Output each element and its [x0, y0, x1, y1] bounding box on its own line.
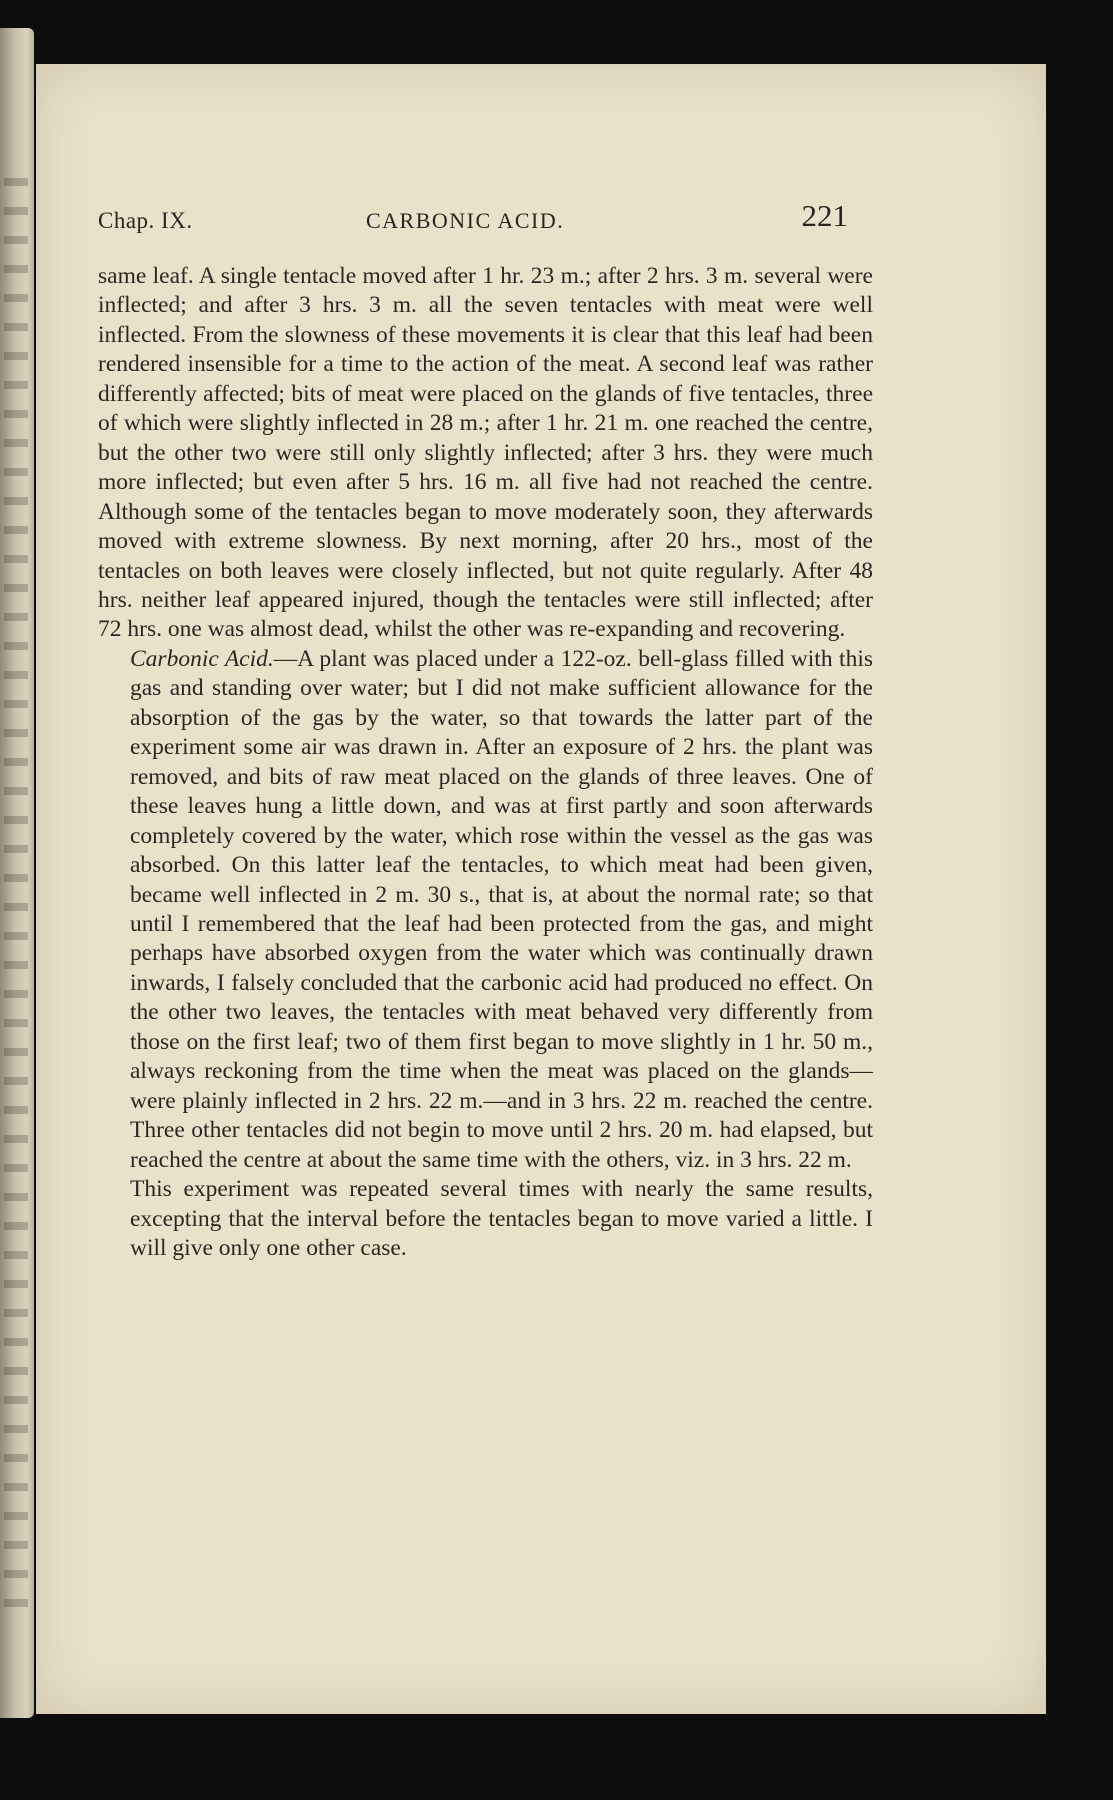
page-header: [98, 198, 848, 238]
running-title: CARBONIC ACID.: [366, 208, 565, 233]
paragraph-text: —A plant was placed under a 122-oz. bell-glass filled with this gas and standing over water; but I did not make sufficient allowance for the absorption of the gas by the water, so that towards the latter part of the experiment some air was drawn in. After an exposure of 2 hrs. the plant was removed, and bits of raw meat placed on the glands of three leaves. One of these leaves hung a little down, and was at first partly and soon afterwards completely covered by the water, which rose within the vessel as the gas was absorbed. On this latter leaf the tentacles, to which meat had been given, became well inflected in 2 m. 30 s., that is, at about the normal rate; so that until I remembered that the leaf had been protected from the gas, and might perhaps have absorbed oxygen from the water which was continually drawn inwards, I falsely concluded that the carbonic acid had produced no effect. On the other two leaves, the tentacles with meat behaved very differently from those on the first leaf; two of them first began to move slightly in 1 hr. 50 m., always reckoning from the time when the meat was placed on the glands—were plainly inflected in 2 hrs. 22 m.—and in 3 hrs. 22 m. reached the centre. Three other tentacles did not begin to move until 2 hrs. 20 m. had elapsed, but reached the centre at about the same time with the others, viz. in 3 hrs. 22 m.: [130, 645, 873, 1173]
page-number: 221: [801, 198, 848, 233]
section-heading: Carbonic Acid.: [130, 645, 274, 672]
adjacent-page-text-fragments: [4, 178, 28, 1628]
paragraph-continuation: same leaf. A single tentacle moved after 1 hr. 23 m.; after 2 hrs. 3 m. several were inflected; and after 3 hrs. 3 m. all the seven tentacles with meat were well inflected. From the slowness of these movements it is clear that this leaf had been rendered insensible for a time to the action of the meat. A second leaf was rather differently affected; bits of meat were placed on the glands of five tentacles, three of which were slightly inflected in 28 m.; after 1 hr. 21 m. one reached the centre, but the other two were still only slightly inflected; after 3 hrs. they were much more inflected; but even after 5 hrs. 16 m. all five had not reached the centre. Although some of the tentacles began to move moderately soon, they afterwards moved with extreme slowness. By next morning, after 20 hrs., most of the tentacles on both leaves were closely inflected, but not quite regularly. After 48 hrs. neither leaf appeared injured, though the tentacles were still inflected; after 72 hrs. one was almost dead, whilst the other was re-expanding and recovering.: [98, 263, 873, 643]
body-text: [98, 262, 873, 1263]
adjacent-page-edge: [0, 28, 34, 1718]
paragraph-carbonic-acid: [98, 645, 873, 1175]
chapter-label: Chap. IX.: [98, 208, 193, 233]
paragraph-repeat-experiment: This experiment was repeated several times with nearly the same results, excepting that the interval before the tentacles began to move varied a little. I will give only one other case.: [130, 1176, 873, 1261]
